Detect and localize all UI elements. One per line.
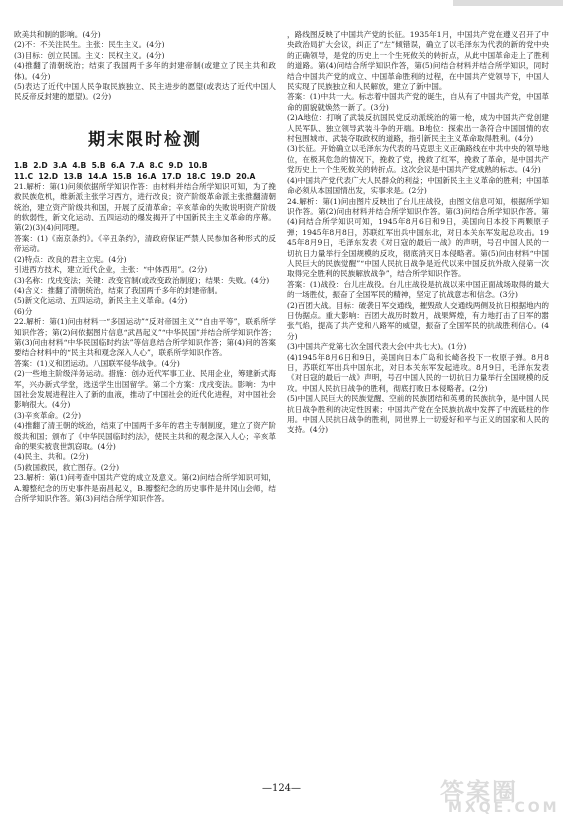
q24-answer-line: (2)百团大战。目标：破袭日军交通线，摧毁敌人交通线两侧及抗日根据地内的日伪据点。重大影响：百团大战历时数月，战果辉煌，有力地打击了日军的嚣张气焰，提高了共产党和八路军的威望，振奋了全国军民的抗战胜利信心。(4分) [287, 300, 549, 341]
right-column [287, 30, 549, 436]
section-title: 期末限时检测 [88, 129, 202, 150]
q22-answer-line: (4)推翻了清王朝的统治，结束了中国两千多年的君主专制制度，建立了资产阶级共和国；颁布了《中华民国临时约法》，使民主共和的观念深入人心；辛亥革命的果实被袁世凯窃取。(4分) [14, 421, 276, 451]
q23-answer-line: (3)长征。开始确立以毛泽东为代表的马克思主义正确路线在中共中央的领导地位，在极其危急的情况下，挽救了党，挽救了红军，挽救了革命，是中国共产党历史上一个生死攸关的转折点。这次会议是中国共产党成熟的标志。(4分) [287, 144, 549, 175]
watermark-text: 答案圈 [440, 778, 518, 806]
q21-answer-line: (3)名称：戊戌变法；关键：改变官制(或改变政治制度)；结果：失败。(4分) [14, 275, 270, 285]
q21-answer-line: (6)分 [14, 306, 33, 316]
q21-answer-line: 引进西方技术，建立近代企业，主张：“中体西用”。(2分) [14, 265, 208, 275]
q23-answer: 答案：(1)中共一大。标志着中国共产党的诞生，自从有了中国共产党，中国革命的面貌就焕然一新了。(3分) [287, 92, 549, 112]
q22-answer-line: (5)救国救民，救亡图存。(2分) [14, 462, 120, 472]
q23-answer-line: (4)中国共产党代表广大人民群众的利益；中国新民主主义革命的胜利；中国革命必须从本国国情出发，实事求是。(2分) [287, 175, 549, 196]
q21-answer-line: (2)特点：改良的君主立宪。(4分) [14, 254, 127, 264]
text-line: (2)不：不关注民生。主张：民生主义。(4分) [14, 40, 165, 50]
q22-answer-line: (4)民主、共和。(2分) [14, 452, 89, 462]
watermark-logo [430, 772, 560, 820]
top-edge-bar [453, 0, 563, 6]
q21-analysis: 21.解析：第(1)问须依据所学知识作答：由材料并结合所学知识可知，为了挽救民族危机，维新派主张学习西方，进行改良；资产阶级革命派主张推翻清朝统治，建立资产阶级共和国，开展了反清革命；辛亥革命的失败说明资产阶级的软弱性，新文化运动、五四运动的爆发揭开了中国新民主主义革命的序幕。第(2)(3)(4)问同理。 [14, 181, 276, 233]
text-line: (3)目标：创立民国。主义：民权主义。(4分) [14, 50, 165, 60]
text-line: 欧美共和制的影响。(4分) [14, 30, 101, 39]
q23-answer-line: (2)A地位：打响了武装反抗国民党反动派统治的第一枪，成为中国共产党创建人民军队、独立领导武装斗争的开端。B地位：探索出一条符合中国国情的农村包围城市、武装夺取政权的道路，指引新民主主义革命取得胜利。(4分) [287, 113, 549, 144]
q22-analysis: 22.解析：第(1)问由材料一“多国运动”“反对帝国主义”“自由平等”，联系所学知识作答；第(2)问依据图片信息“武昌起义”“中华民国”并结合所学知识作答；第(3)问由材料“中华民国临时约法”等信息结合所学知识作答；第(4)问的答案要结合材料中的“民主共和观念深入人心”，联系所学知识作答。 [14, 317, 276, 358]
q21-answer-line: (5)新文化运动、五四运动，新民主主义革命。(4分) [14, 296, 188, 306]
q24-answer: 答案：(1)战役：台儿庄战役。台儿庄战役是抗战以来中国正面战场取得的最大的一场胜仗，振奋了全国军民的精神，坚定了抗战意志和信念。(3分) [287, 279, 549, 300]
q24-answer-line: (3)中国共产党第七次全国代表大会(中共七大)。(1分) [287, 342, 467, 352]
q22-answer-line: (3)辛亥革命。(2分) [14, 410, 82, 420]
q24-answer-line: (5)中国人民巨大的民族觉醒、空前的民族团结和英勇的民族抗争，是中国人民抗日战争胜利的决定性因素；中国共产党在全民族抗战中发挥了中流砥柱的作用。中国人民抗日战争的胜利，同世界上一切爱好和平与正义的国家和人民的支持。(4分) [287, 394, 549, 435]
q23-analysis-cont: ，路线图反映了中国共产党的长征。1935年1月，中国共产党在遵义召开了中央政治局扩大会议，纠正了“左”倾错误，确立了以毛泽东为代表的新的党中央的正确领导，是党的历史上一个生死攸关的转折点，从此中国革命走上了胜利的道路。第(4)问结合所学知识作答，第(5)问结合材料并结合所学知识，同时结合中国共产党的成立、中国革命胜利的过程，在中国共产党领导下，中国人民实现了民族独立和人民解放，建立了新中国。 [287, 30, 549, 92]
page-number: —124— [261, 783, 302, 794]
q24-analysis: 24.解析：第(1)问由图片反映出了台儿庄战役，由图文信息可知，根据所学知识作答。第(2)问由材料并结合所学知识作答。第(3)问结合所学知识作答。第(4)问结合所学知识可知，1945年8月6日和9日，美国向日本投下两颗原子弹；1945年8月8日，苏联红军出兵中国东北，对日本关东军发起总攻击。1945年8月9日，毛泽东发表《对日寇的最后一战》的声明，号召中国人民的一切抗日力量举行全国规模的反攻，彻底消灭日本侵略者。第(5)问由材料“中国人民巨大的民族觉醒”“中国人民抗日战争是近代以来中国反抗外敌入侵第一次取得完全胜利的民族解放战争”，结合所学知识作答。 [287, 196, 549, 279]
q22-answer: 答案：(1)义和团运动。八国联军侵华战争。(4分) [14, 358, 180, 368]
text-line: (4)推翻了清朝统治；结束了我国两千多年的封建帝制(或建立了民主共和政体)。(4分) [14, 61, 276, 81]
watermark-url: MXQE.COM [448, 800, 560, 816]
q21-answer: 答案：(1)《南京条约》。《辛丑条约》，清政府保证严禁人民参加各种形式的反帝运动。 [14, 233, 276, 254]
q24-answer-line: (4)1945年8月6日和9日，美国向日本广岛和长崎各投下一枚原子弹。8月8日，苏联红军出兵中国东北，对日本关东军发起进攻。8月9日，毛泽东发表《对日寇的最后一战》声明，号召中国人民的一切抗日力量举行全国规模的反攻。中国人民抗日战争的胜利，彻底打败日本侵略者。(2分) [287, 352, 549, 393]
q22-answer-line: (2)一些地主阶级洋务运动。措施：创办近代军事工业、民用企业，筹建新式海军，兴办新式学堂，选送学生出国留学。第二个方案：戊戌变法。影响：为中国社会发展进程注入了新的血液，推动了中国社会的近代化进程，对中国社会影响很大。(4分) [14, 369, 276, 410]
left-column [14, 30, 276, 504]
mc-answers-line-1: 1.B 2.D 3.A 4.B 5.B 6.A 7.A 8.C 9.D 10.B [14, 160, 208, 170]
text-line: (5)表达了近代中国人民争取民族独立、民主进步的愿望(或表达了近代中国人民反帝反封建的愿望)。(2分) [14, 82, 276, 102]
q23-analysis: 23.解析：第(1)问考查中国共产党的成立及意义。第(2)问结合所学知识可知，A.瓣整纪念的历史事件是南昌起义，B.瓣整纪念的历史事件是井冈山会师，结合所学知识作答。第(3)问结合所学知识作答。 [14, 473, 276, 504]
mc-answers-line-2: 11.C 12.D 13.B 14.A 15.B 16.A 17.D 18.C 19.D 20.A [14, 171, 256, 181]
q21-answer-line: (4)含义：推翻了清朝统治，结束了我国两千多年的封建帝制。 [14, 285, 223, 295]
